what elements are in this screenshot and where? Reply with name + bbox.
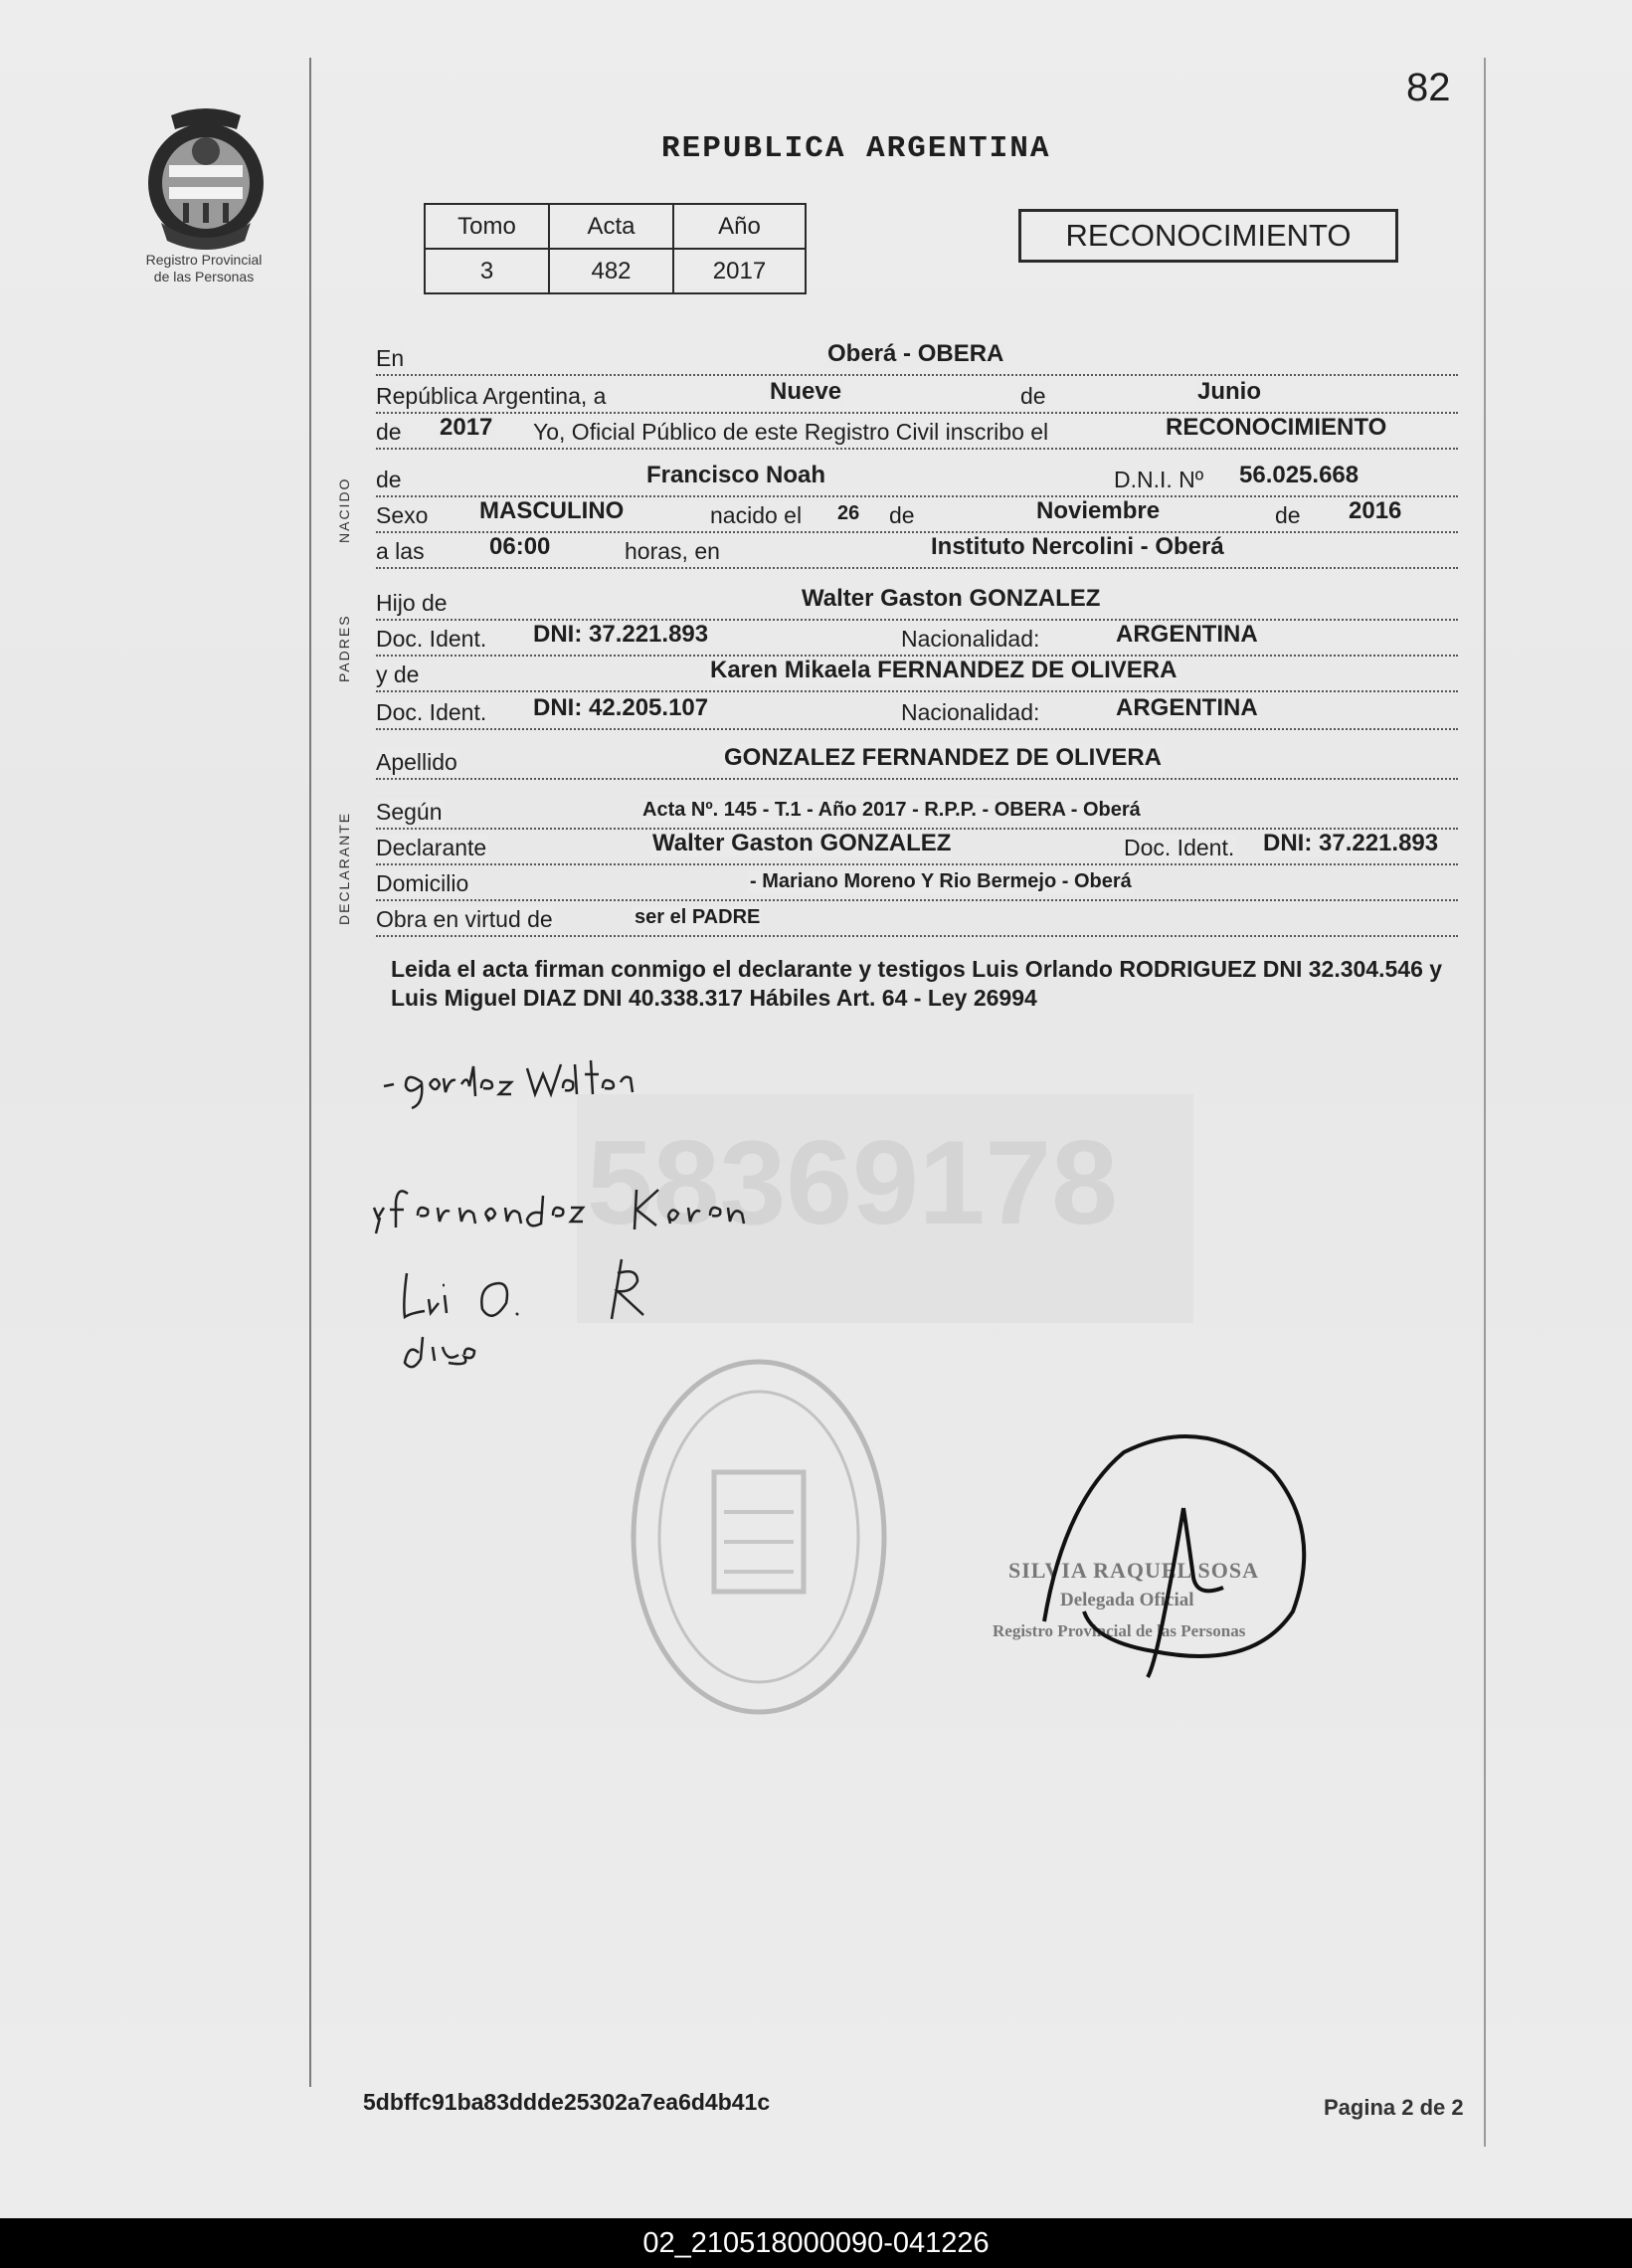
value-declarante: Walter Gaston GONZALEZ: [652, 830, 952, 856]
row-obra: [376, 899, 1458, 937]
registry-value-anio: 2017: [673, 249, 806, 293]
logo-caption: Registro Provincial de las Personas: [145, 252, 263, 284]
value-anio: 2017: [440, 414, 493, 441]
value-padre: Walter Gaston GONZALEZ: [802, 585, 1101, 612]
row-en: [376, 338, 1458, 376]
registry-value-acta: 482: [549, 249, 673, 293]
signature-gonzalez-walter: [378, 1044, 716, 1114]
leida-statement: Leida el acta firman conmigo el declarante y testigos Luis Orlando RODRIGUEZ DNI 32.304.546 y Luis Miguel DIAZ DNI 40.338.317 Hábiles Art. 64 - Ley 26994: [391, 956, 1443, 1011]
label-de-anio: de: [376, 419, 402, 445]
row-y-de: [376, 655, 1458, 692]
official-signature: [1034, 1422, 1333, 1691]
value-inscribo: RECONOCIMIENTO: [1166, 414, 1387, 441]
row-apellido: [376, 742, 1458, 780]
row-hora: [376, 531, 1458, 569]
label-domicilio: Domicilio: [376, 870, 469, 896]
value-lugar: Instituto Nercolini - Oberá: [931, 533, 1224, 560]
page-indicator: Pagina 2 de 2: [1324, 2095, 1464, 2120]
label-de-nac-anio: de: [1275, 502, 1301, 528]
label-de-nombre: de: [376, 467, 402, 492]
value-obra: ser el PADRE: [635, 906, 761, 928]
registry-table-value-row: [425, 249, 806, 293]
row-segun: [376, 792, 1458, 830]
value-sexo: MASCULINO: [479, 497, 625, 524]
value-madre: Karen Mikaela FERNANDEZ DE OLIVERA: [710, 657, 1178, 683]
value-dni: 56.025.668: [1239, 462, 1360, 488]
value-domicilio: - Mariano Moreno Y Rio Bermejo - Oberá: [750, 870, 1132, 892]
label-y-de: y de: [376, 662, 420, 687]
label-horas-en: horas, en: [625, 538, 720, 564]
row-padre-doc: [376, 619, 1458, 657]
registry-header-anio: Año: [673, 204, 806, 249]
label-declarante: Declarante: [376, 835, 487, 860]
label-nacido-el: nacido el: [710, 502, 803, 528]
country-title: REPUBLICA ARGENTINA: [661, 131, 1051, 166]
page-number: 82: [1406, 66, 1451, 109]
provincial-coat-of-arms-icon: [131, 103, 280, 253]
row-fecha: [376, 376, 1458, 414]
label-en: En: [376, 345, 405, 371]
row-nombre: [376, 460, 1458, 497]
value-dia: Nueve: [770, 378, 842, 405]
value-mes: Junio: [1197, 378, 1261, 405]
label-doc-ident-declarante: Doc. Ident.: [1124, 835, 1235, 860]
margin-line: [309, 58, 311, 2087]
label-republica: República Argentina, a: [376, 383, 607, 409]
signature-fernandez-karen: [368, 1174, 835, 1253]
value-madre-nac: ARGENTINA: [1116, 694, 1258, 721]
value-en: Oberá - OBERA: [827, 340, 1004, 367]
value-segun: Acta Nº. 145 - T.1 - Año 2017 - R.P.P. - OBERA - Oberá: [642, 799, 1141, 821]
side-label-nacido: NACIDO: [336, 476, 352, 543]
official-name: SILVIA RAQUEL SOSA: [1008, 1558, 1259, 1583]
act-type-box: RECONOCIMIENTO: [1018, 209, 1398, 263]
label-de-nac-mes: de: [889, 502, 915, 528]
value-hora: 06:00: [489, 533, 551, 560]
row-hijo-de: [376, 583, 1458, 621]
label-dni: D.N.I. Nº: [1114, 467, 1204, 492]
official-role: Delegada Oficial: [1060, 1590, 1194, 1610]
row-declarante: [376, 828, 1458, 865]
label-segun: Según: [376, 799, 443, 825]
value-nombre: Francisco Noah: [646, 462, 826, 488]
registry-header-tomo: Tomo: [425, 204, 549, 249]
label-hijo-de: Hijo de: [376, 590, 448, 616]
document-hash: 5dbffc91ba83ddde25302a7ea6d4b41c: [363, 2089, 771, 2115]
value-apellido: GONZALEZ FERNANDEZ DE OLIVERA: [724, 744, 1163, 771]
row-domicilio: [376, 863, 1458, 901]
value-padre-doc: DNI: 37.221.893: [533, 621, 709, 648]
registry-table: [424, 203, 807, 294]
label-obra: Obra en virtud de: [376, 906, 553, 932]
side-label-padres: PADRES: [336, 614, 352, 682]
registry-table-header-row: [425, 204, 806, 249]
row-madre-doc: [376, 692, 1458, 730]
row-sexo: [376, 495, 1458, 533]
label-de: de: [1020, 383, 1046, 409]
label-doc-ident-madre: Doc. Ident.: [376, 699, 487, 725]
registry-seal-stamp: [625, 1353, 893, 1721]
value-padre-nac: ARGENTINA: [1116, 621, 1258, 648]
label-sexo: Sexo: [376, 502, 429, 528]
registry-value-tomo: 3: [425, 249, 549, 293]
value-nac-mes: Noviembre: [1036, 497, 1161, 524]
side-label-declarante: DECLARANTE: [336, 811, 352, 925]
label-doc-ident-padre: Doc. Ident.: [376, 626, 487, 652]
value-madre-doc: DNI: 42.205.107: [533, 694, 709, 721]
value-nac-dia: 26: [837, 502, 860, 524]
scan-id-bar: 02_210518000090-041226: [0, 2218, 1632, 2268]
value-declarante-doc: DNI: 37.221.893: [1263, 830, 1439, 856]
value-nac-anio: 2016: [1349, 497, 1402, 524]
row-inscribo: [376, 412, 1458, 450]
label-nacionalidad-padre: Nacionalidad:: [901, 626, 1040, 652]
right-border-line: [1484, 58, 1486, 2147]
label-yo-oficial: Yo, Oficial Público de este Registro Civil inscribo el: [533, 419, 1049, 445]
watermark-number: 58369178: [587, 1116, 1118, 1249]
label-a-las: a las: [376, 538, 425, 564]
label-apellido: Apellido: [376, 749, 457, 775]
registry-header-acta: Acta: [549, 204, 673, 249]
official-org: Registro Provincial de las Personas: [993, 1621, 1246, 1640]
label-nacionalidad-madre: Nacionalidad:: [901, 699, 1040, 725]
